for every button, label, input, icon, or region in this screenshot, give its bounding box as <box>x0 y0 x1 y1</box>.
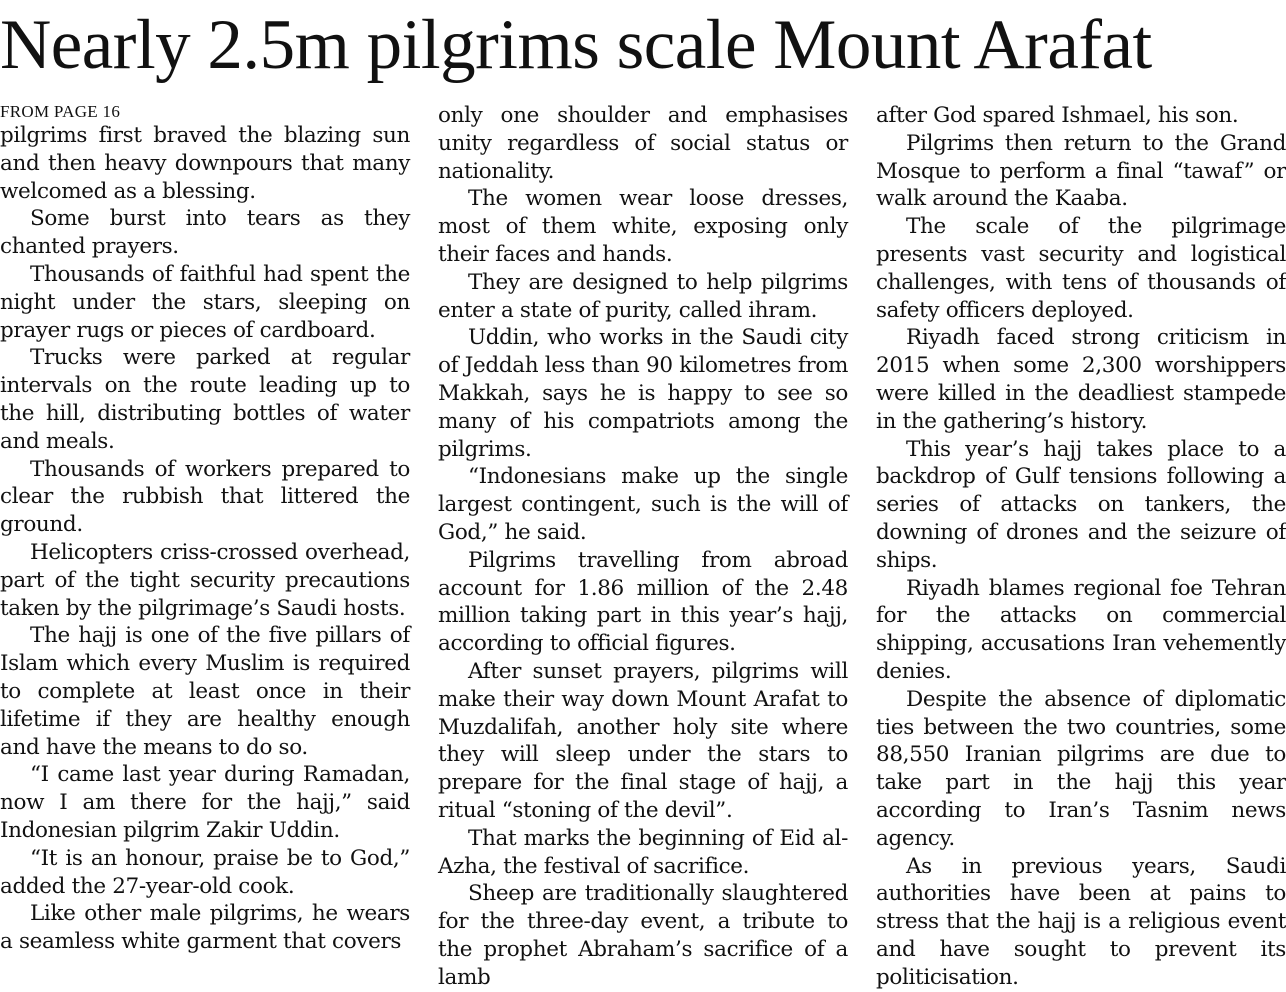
paragraph: The scale of the pilgrimage presents vast security and logistical challenges, with tens of thousands of safety officers deployed. <box>876 214 1286 323</box>
paragraph: “It is an honour, praise be to God,” added the 27-year-old cook. <box>0 845 410 899</box>
article-column-3 <box>876 102 1286 992</box>
paragraph: That marks the beginning of Eid al-Azha, the festival of sacrifice. <box>438 825 848 879</box>
paragraph: pilgrims first braved the blazing sun and then heavy downpours that many welcomed as a blessing. <box>0 123 410 204</box>
paragraph: Riyadh blames regional foe Tehran for the attacks on commercial shipping, accusations Iran vehemently denies. <box>876 575 1286 684</box>
paragraph: As in previous years, Saudi authorities have been at pains to stress that the hajj is a religious event and have sought to prevent its politicisation. <box>876 853 1286 990</box>
paragraph: They are designed to help pilgrims enter a state of purity, called ihram. <box>438 269 848 323</box>
paragraph: Pilgrims travelling from abroad account for 1.86 million of the 2.48 million taking part in this year’s hajj, according to official figures. <box>438 547 848 657</box>
paragraph: Pilgrims then return to the Grand Mosque to perform a final “tawaf” or walk around the Kaaba. <box>876 130 1286 212</box>
paragraph: Despite the absence of diplomatic ties between the two countries, some 88,550 Iranian pilgrims are due to take part in the hajj this year according to Iran’s Tasnim news agency. <box>876 686 1286 851</box>
paragraph: This year’s hajj takes place to a backdrop of Gulf tensions following a series of attacks on tankers, the downing of drones and the seizure of ships. <box>876 436 1286 573</box>
continuation-kicker: FROM PAGE 16 <box>0 102 121 121</box>
paragraph: Thousands of workers prepared to clear the rubbish that littered the ground. <box>0 456 410 538</box>
article-column-2 <box>438 102 848 992</box>
paragraph: The women wear loose dresses, most of them white, exposing only their faces and hands. <box>438 186 848 267</box>
paragraph: Trucks were parked at regular intervals on the route leading up to the hill, distributing bottles of water and meals. <box>0 345 410 454</box>
paragraph: Sheep are traditionally slaughtered for the three-day event, a tribute to the prophet Abraham’s sacrifice of a lamb <box>438 881 848 990</box>
paragraph: Thousands of faithful had spent the night under the stars, sleeping on prayer rugs or pieces of cardboard. <box>0 261 410 343</box>
article-headline: Nearly 2.5m pilgrims scale Mount Arafat <box>0 6 1152 84</box>
paragraph: Riyadh faced strong criticism in 2015 when some 2,300 worshippers were killed in the deadliest stampede in the gathering’s history. <box>876 325 1286 434</box>
paragraph: The hajj is one of the five pillars of Islam which every Muslim is required to complete at least once in their lifetime if they are healthy enough and have the means to do so. <box>0 623 410 760</box>
paragraph: “Indonesians make up the single largest contingent, such is the will of God,” he said. <box>438 464 848 545</box>
paragraph: After sunset prayers, pilgrims will make their way down Mount Arafat to Muzdalifah, another holy site where they will sleep under the stars to prepare for the final stage of hajj, a ritual “stoning of the devil”. <box>438 658 848 823</box>
paragraph: only one shoulder and emphasises unity regardless of social status or nationality. <box>438 103 848 184</box>
paragraph: Like other male pilgrims, he wears a seamless white garment that covers <box>0 901 410 955</box>
paragraph: Some burst into tears as they chanted prayers. <box>0 206 410 260</box>
paragraph: “I came last year during Ramadan, now I am there for the hajj,” said Indonesian pilgrim Zakir Uddin. <box>0 762 410 843</box>
paragraph: Uddin, who works in the Saudi city of Jeddah less than 90 kilometres from Makkah, says he is happy to see so many of his compatriots among the pilgrims. <box>438 325 848 462</box>
paragraph: Helicopters criss-crossed overhead, part of the tight security precautions taken by the pilgrimage’s Saudi hosts. <box>0 539 410 621</box>
article-column-1 <box>0 102 410 956</box>
paragraph: after God spared Ishmael, his son. <box>876 103 1239 128</box>
